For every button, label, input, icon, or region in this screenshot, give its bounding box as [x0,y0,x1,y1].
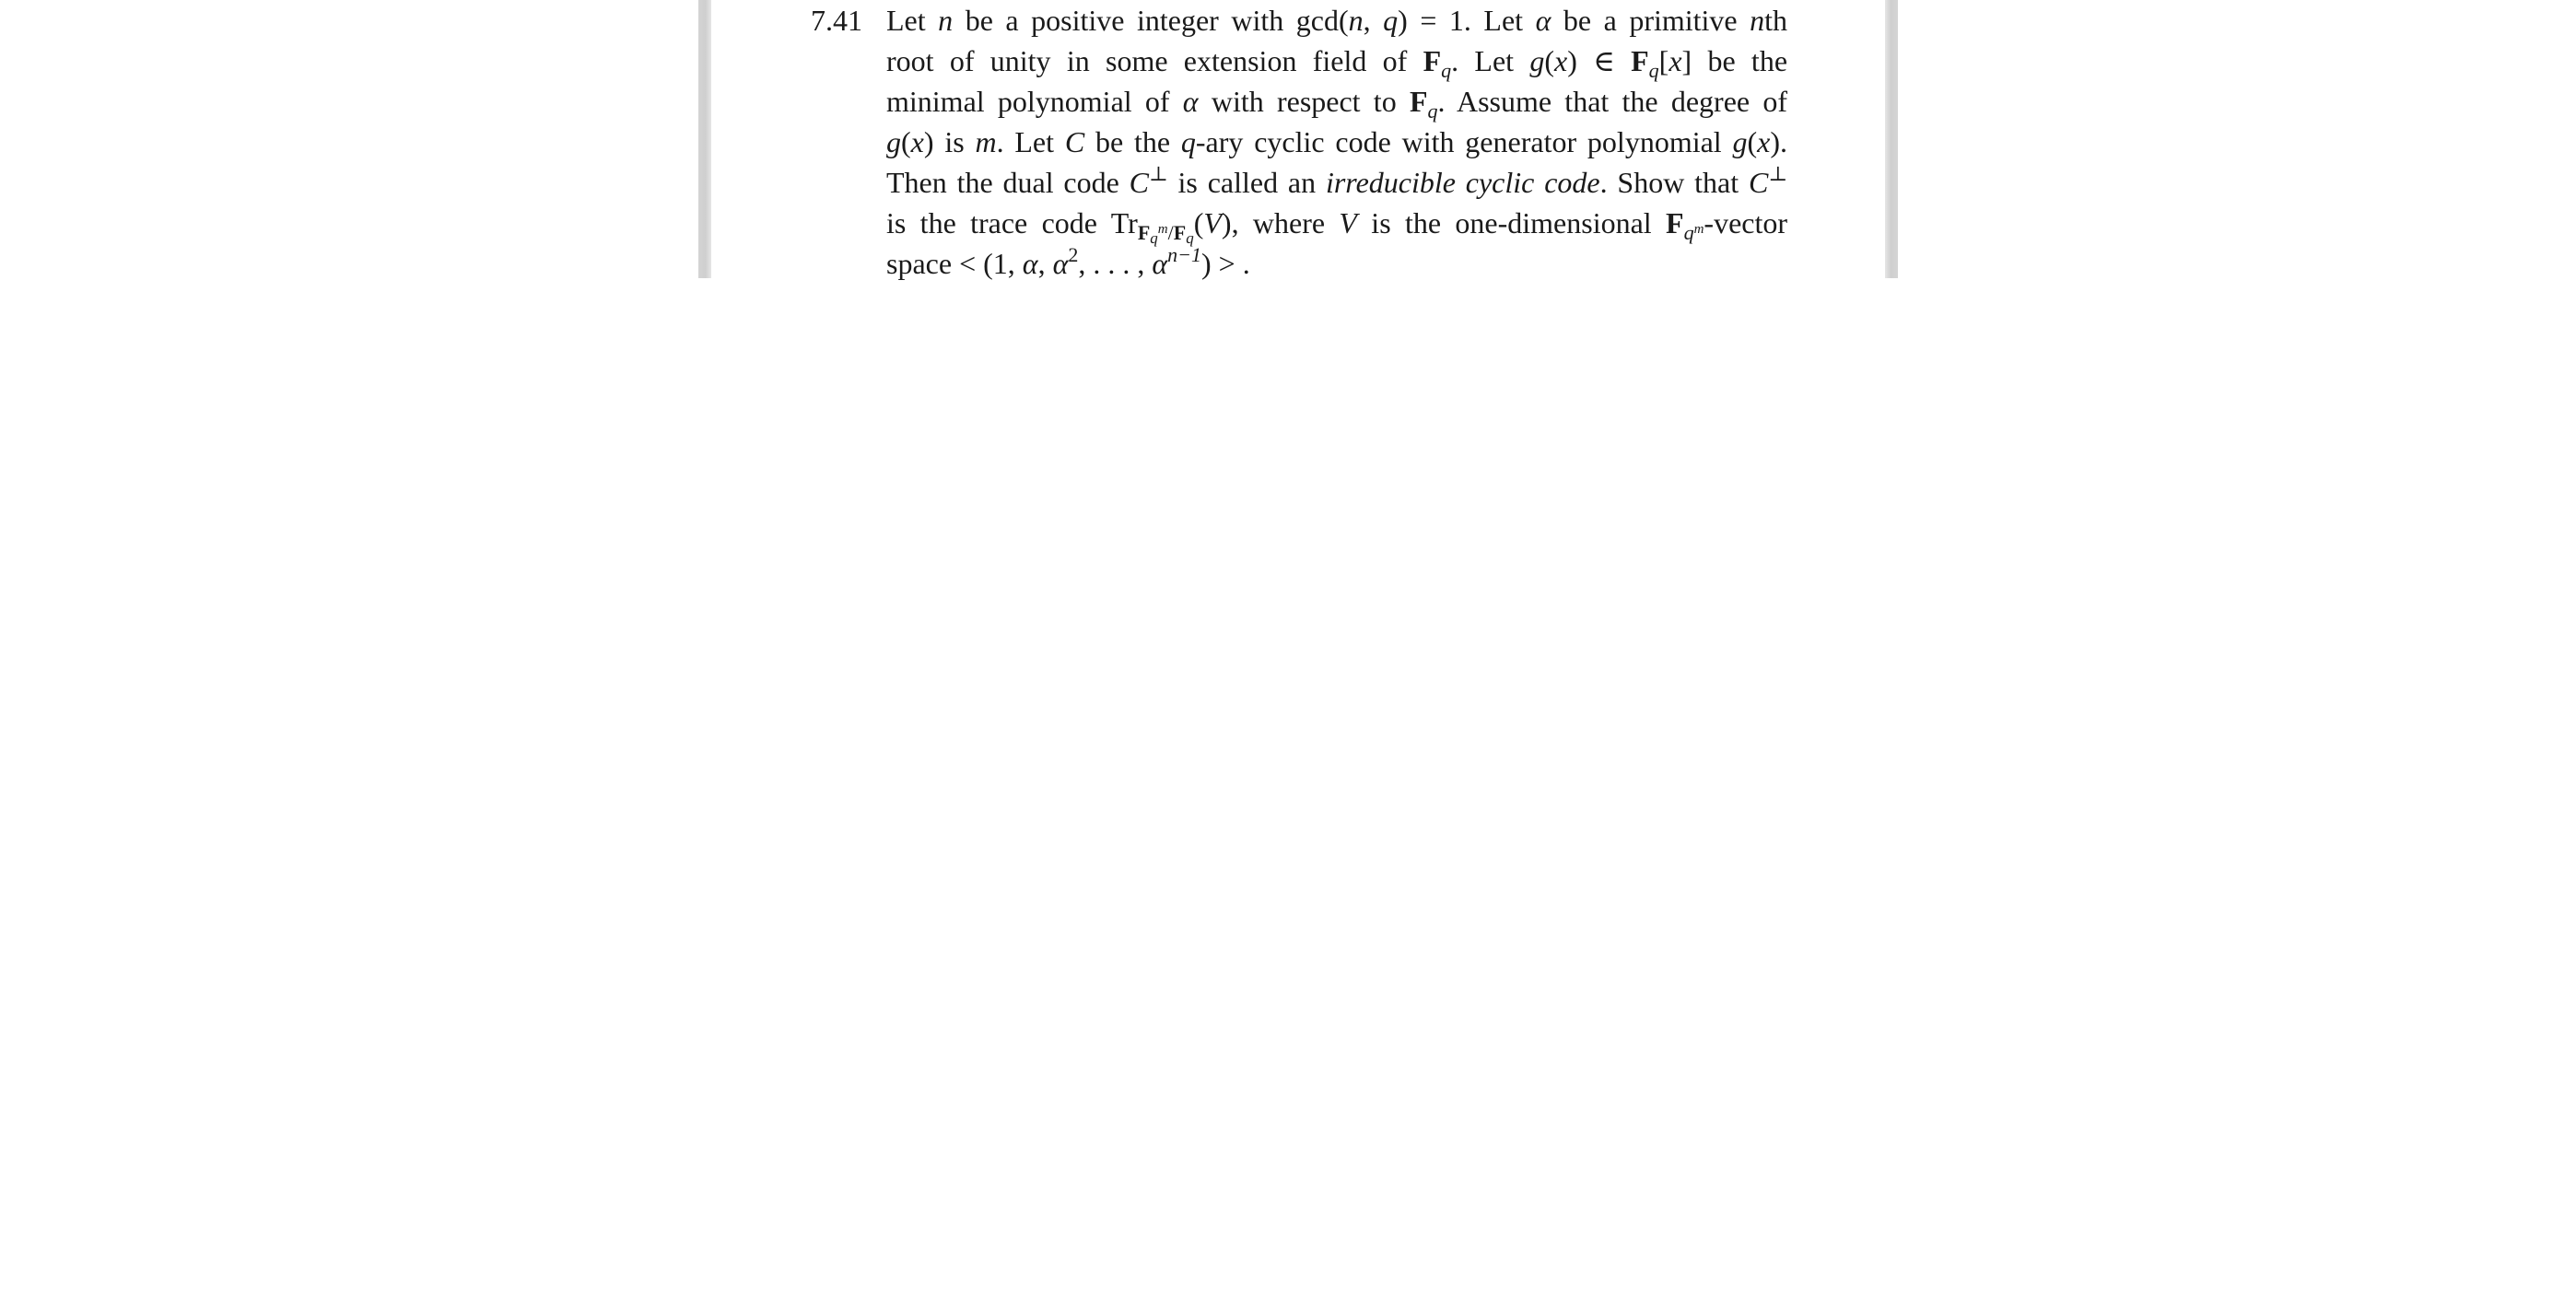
text-line-5: Then the dual code C⊥ is called an irreducible cyclic code. Show that C⊥ [886,162,1788,199]
text-line-2: root of unity in some extension field of $F_q$. Let g(x) ∈ $F_q[x]$ be the [886,44,1788,82]
page-edge-right [1885,0,1898,278]
text-line-4: g(x) is m. Let C be the q-ary cyclic code with generator polynomial g(x). [886,125,1788,158]
page-edge-left [698,0,711,278]
text-line-3: minimal polynomial of α with respect to $F_q$. Assume that the degree of [886,85,1788,123]
emphasis-term: irreducible cyclic code [1325,166,1600,199]
exercise-number: 7.41 [811,4,862,37]
text-line-7: space < (1, α, $\alpha^2$, . . . , $\alpha^{n-1}$) > . [886,243,1250,280]
text-line-6: is the trace code $Tr_{Fq^m/Fq}(V)$, where V is the one-dimensional $F_{q^m}$-vector [886,206,1788,247]
exercise-text [886,0,1787,284]
text-line-1: Let n be a positive integer with gcd(n, q) = 1. Let α be a primitive nth [886,4,1788,37]
